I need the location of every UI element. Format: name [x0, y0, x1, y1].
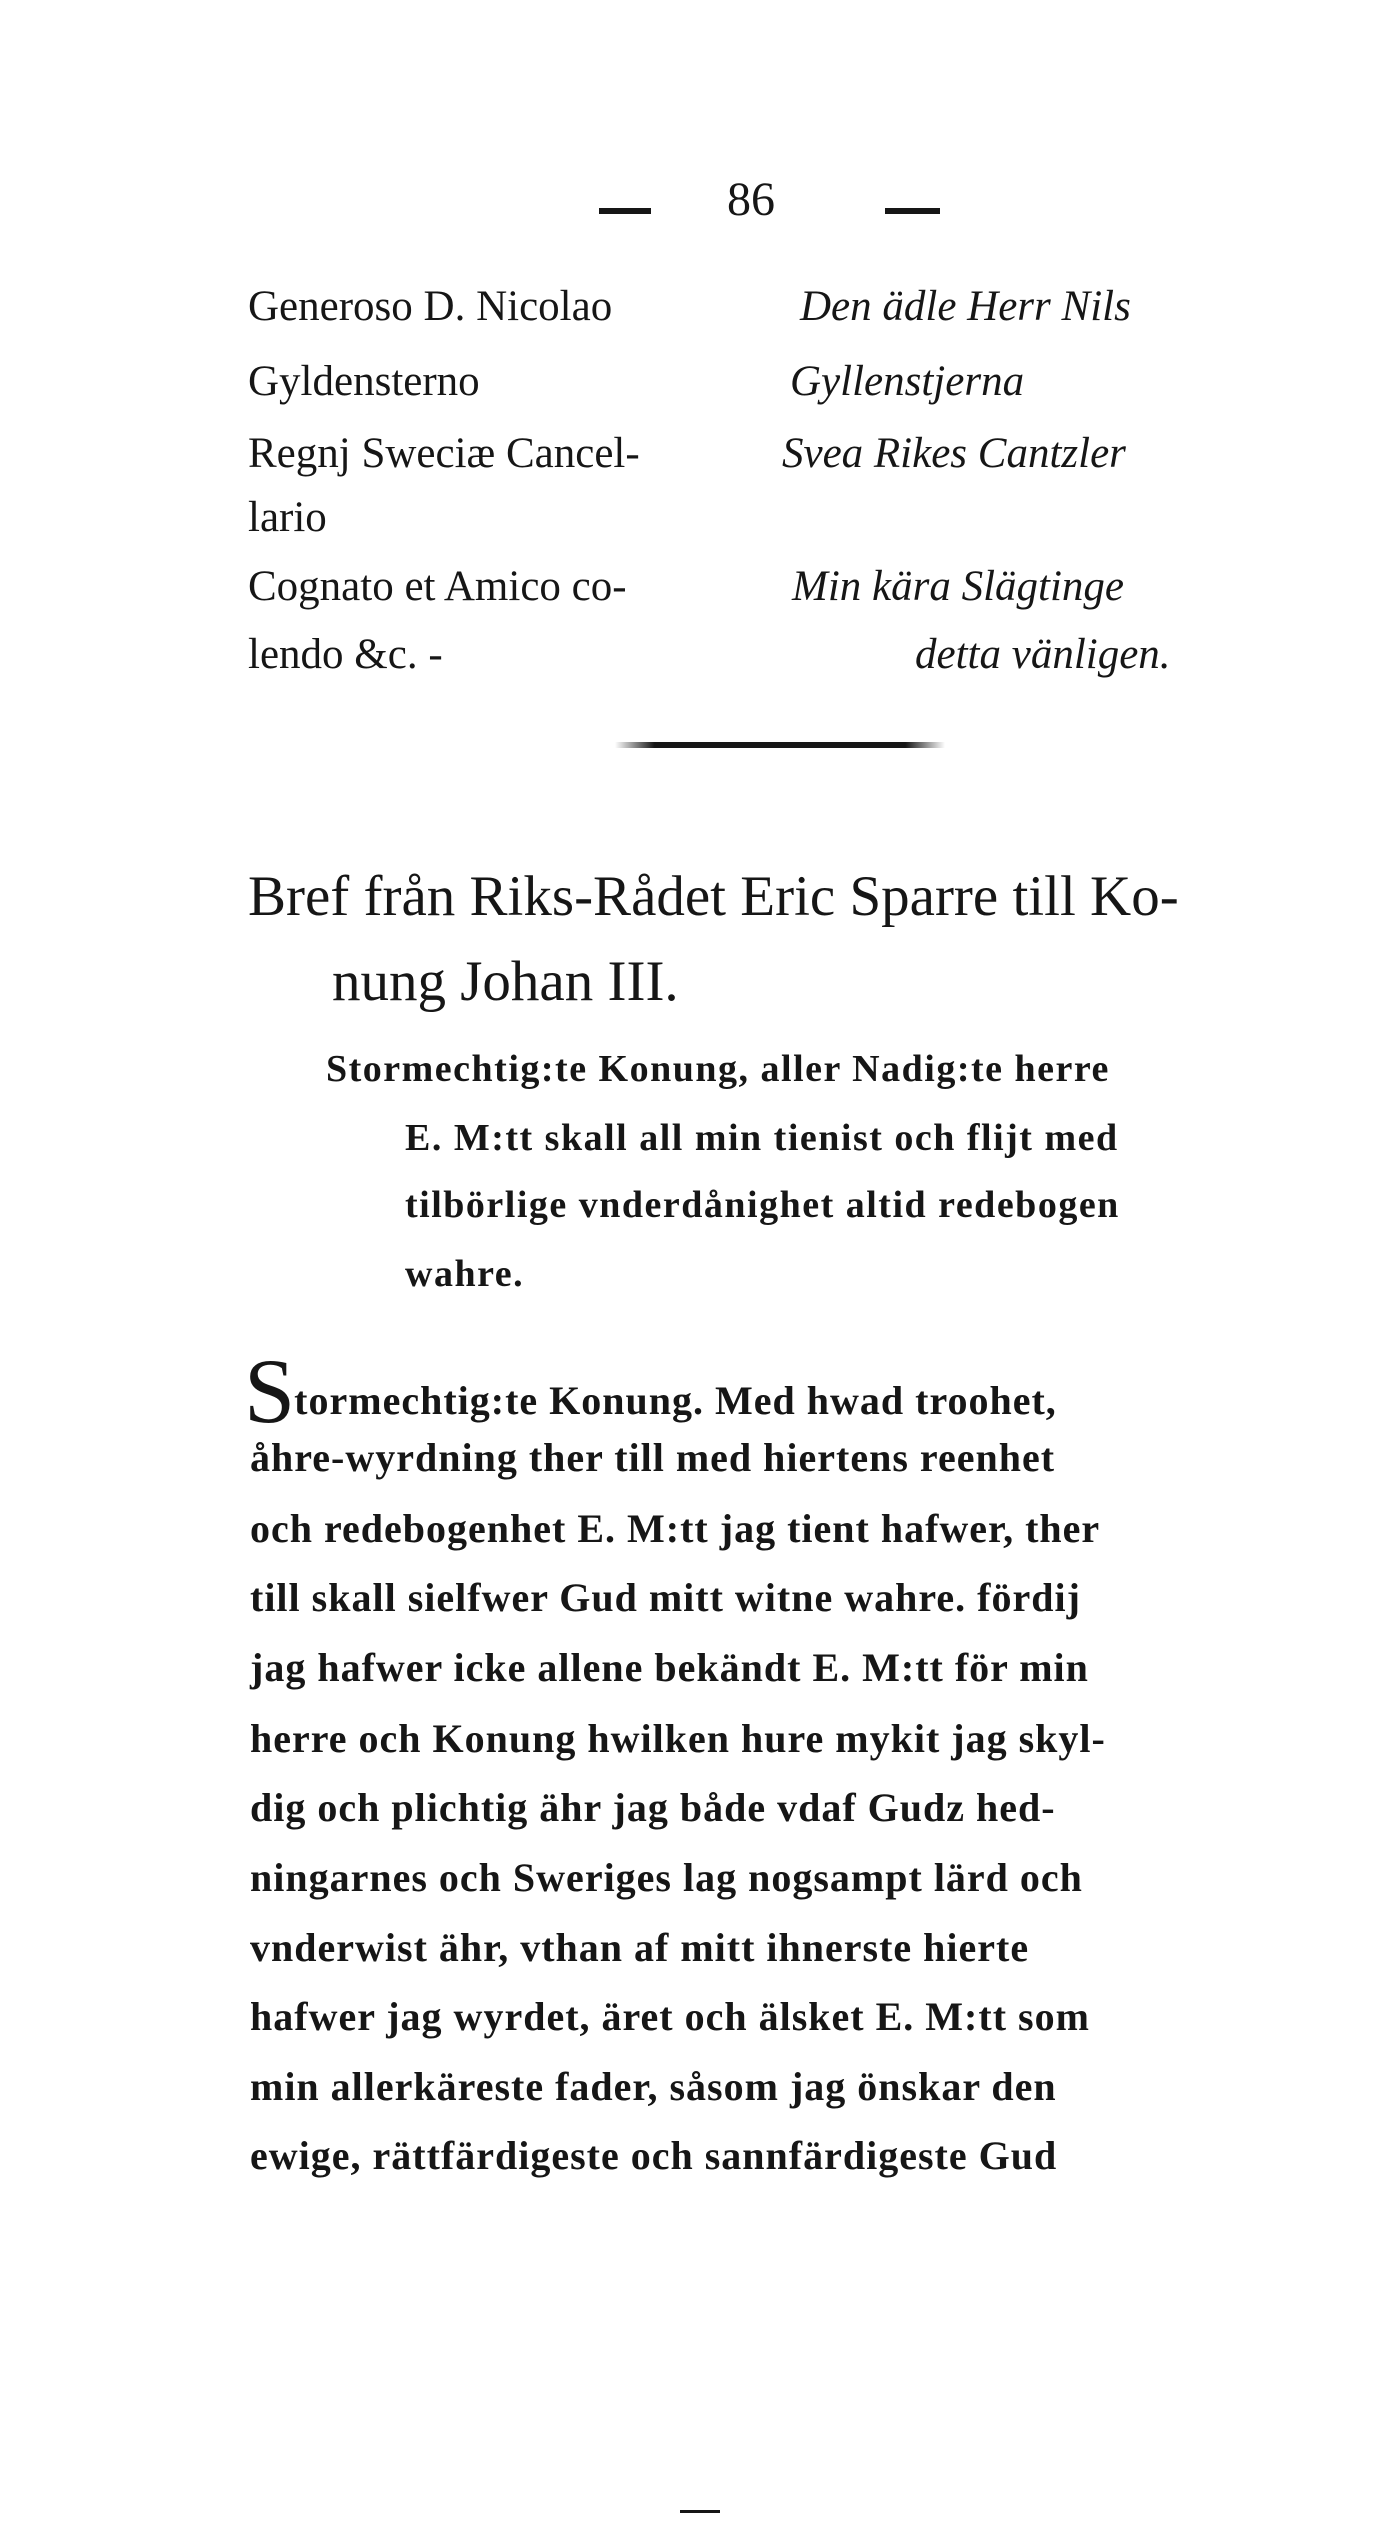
page-number: 86 — [727, 173, 775, 226]
address-latin-line: lendo &c. - — [248, 631, 443, 678]
body-line: min allerkäreste fader, såsom jag önskar den — [250, 2064, 1057, 2109]
body-line: ningarnes och Sweriges lag nogsampt lärd och — [250, 1855, 1083, 1900]
letter-heading-continued: nung Johan III. — [332, 950, 679, 1013]
body-first-line-text: tormechtig:te Konung. Med hwad troohet, — [294, 1378, 1057, 1423]
address-swedish-line: Svea Rikes Cantzler — [782, 430, 1126, 477]
body-line: ewige, rättfärdigeste och sannfärdigeste Gud — [250, 2133, 1058, 2178]
drop-cap: S — [244, 1340, 297, 1442]
salutation-line: wahre. — [405, 1253, 525, 1295]
address-latin-line: Gyldensterno — [248, 358, 480, 405]
address-swedish-line: Min kära Slägtinge — [792, 563, 1125, 610]
catchword-mark — [680, 2510, 720, 2513]
body-line: dig och plichtig ähr jag både vdaf Gudz hed- — [250, 1785, 1056, 1830]
body-line: hafwer jag wyrdet, äret och älsket E. M:tt som — [250, 1994, 1090, 2039]
address-latin-line: Generoso D. Nicolao — [248, 283, 613, 330]
address-swedish-line: detta vänligen. — [915, 631, 1171, 678]
body-line: och redebogenhet E. M:tt jag tient hafwer, ther — [250, 1506, 1101, 1551]
body-line: herre och Konung hwilken hure mykit jag skyl- — [250, 1716, 1106, 1761]
salutation-line: E. M:tt skall all min tienist och flijt med — [405, 1117, 1119, 1159]
section-divider — [615, 742, 945, 748]
address-latin-line: Cognato et Amico co- — [248, 563, 627, 610]
body-line: jag hafwer icke allene bekändt E. M:tt för min — [250, 1645, 1089, 1690]
salutation-line: tilbörlige vnderdånighet altid redebogen — [405, 1184, 1120, 1226]
header-rule-left — [599, 208, 651, 214]
address-swedish-line: Den ädle Herr Nils — [800, 283, 1131, 330]
address-swedish-line: Gyllenstjerna — [790, 358, 1025, 405]
address-latin-line: lario — [248, 494, 327, 541]
body-first-line — [244, 1340, 1057, 1442]
salutation-line: Stormechtig:te Konung, aller Nadig:te herre — [326, 1048, 1110, 1090]
address-latin-line: Regnj Sweciæ Cancel- — [248, 430, 640, 477]
letter-heading: Bref från Riks-Rådet Eric Sparre till Ko- — [248, 865, 1179, 928]
body-line: åhre-wyrdning ther till med hiertens reenhet — [250, 1435, 1056, 1480]
header-rule-right — [885, 208, 940, 214]
body-line: till skall sielfwer Gud mitt witne wahre. fördij — [250, 1575, 1081, 1620]
body-line: vnderwist ähr, vthan af mitt ihnerste hierte — [250, 1925, 1030, 1970]
